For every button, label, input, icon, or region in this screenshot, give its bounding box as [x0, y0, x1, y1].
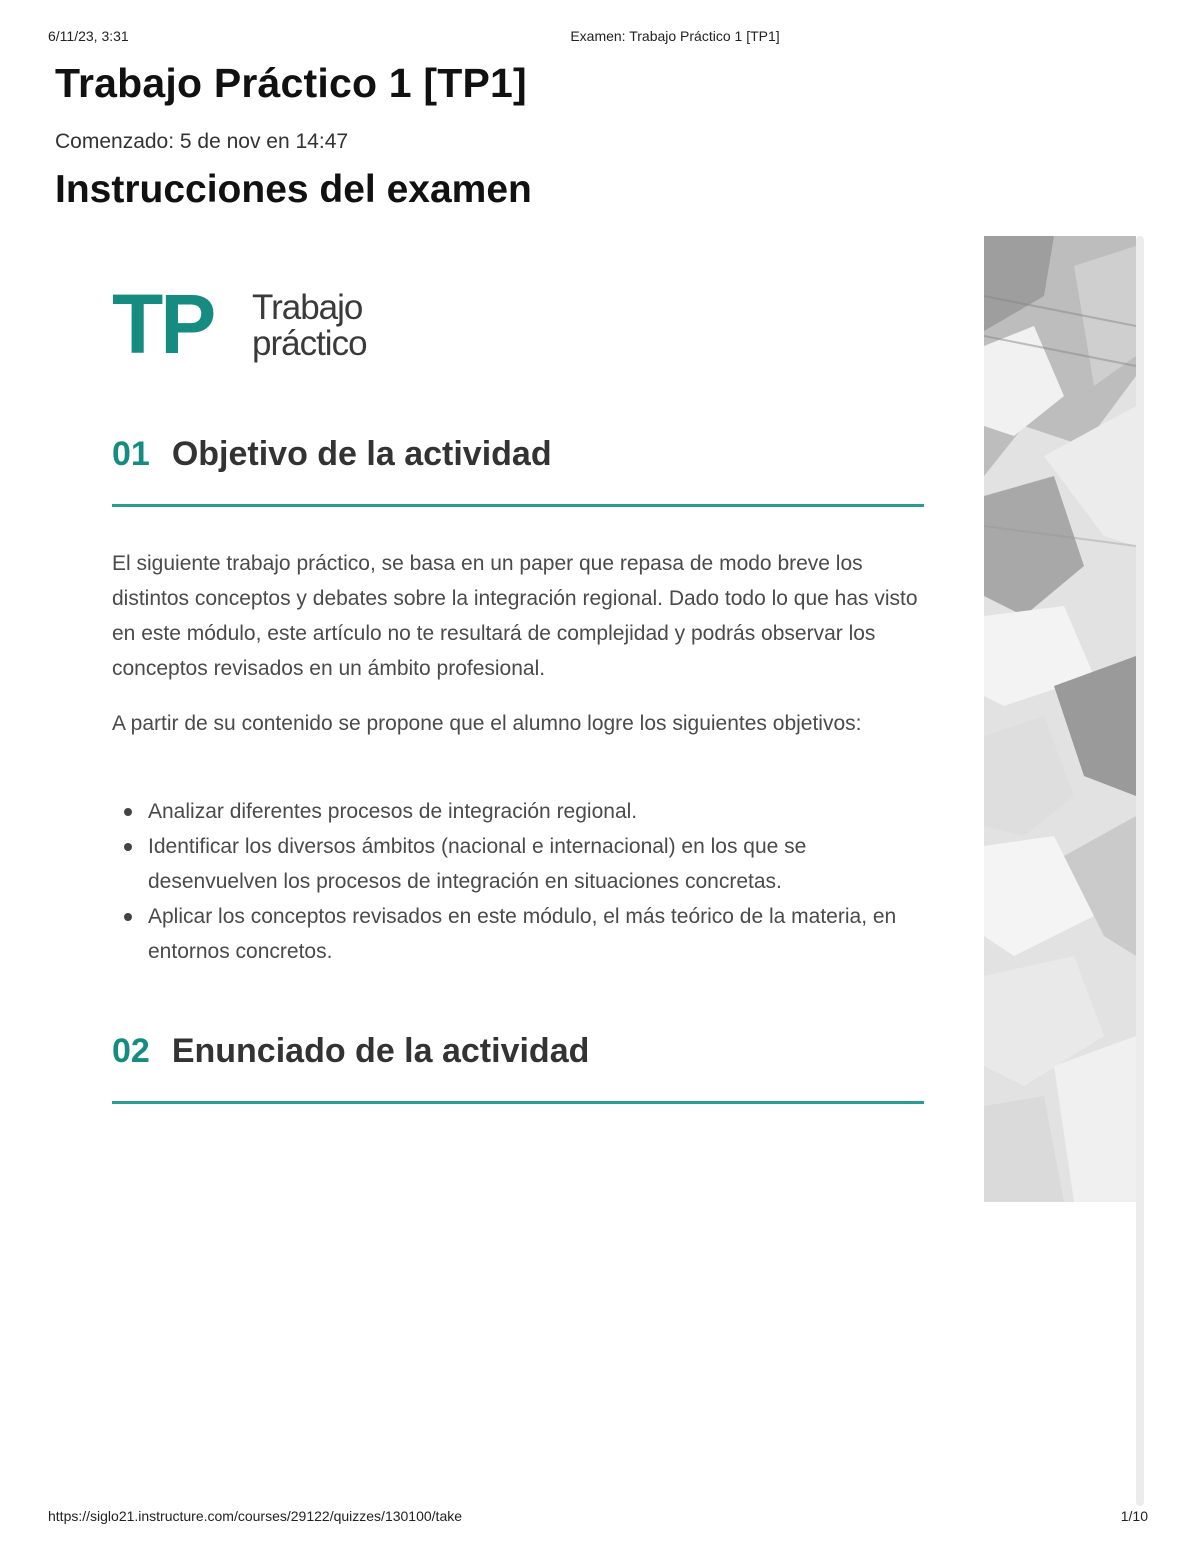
section-divider: [112, 1101, 924, 1104]
section-title: Enunciado de la actividad: [171, 1032, 590, 1070]
list-item: [112, 794, 924, 829]
started-timestamp: Comenzado: 5 de nov en 14:47: [55, 130, 349, 153]
print-page-title: Examen: Trabajo Práctico 1 [TP1]: [570, 28, 780, 44]
tp-logo-word-1: Trabajo: [252, 288, 363, 327]
tp-logo-word-2: práctico: [252, 324, 367, 363]
scroll-strip: [1136, 236, 1144, 1506]
section-number: 01: [112, 435, 150, 473]
section-heading-objective: [112, 435, 552, 474]
section-heading-statement: [112, 1032, 589, 1071]
tp-logo: [112, 277, 392, 374]
list-item-text: Identificar los diversos ámbitos (nacional e internacional) en los que se desenvuelven los procesos de integración en situaciones concretas.: [148, 835, 807, 893]
section-number: 02: [112, 1032, 150, 1070]
list-item: [112, 899, 924, 969]
tp-logo-letters: TP: [112, 277, 214, 371]
objective-paragraph-1: El siguiente trabajo práctico, se basa en un paper que repasa de modo breve los distintos conceptos y debates sobre la integración regional. Dado todo lo que has visto en este módulo, este artículo no te resultará de complejidad y podrás observar los conceptos revisados en un ámbito profesional.: [112, 552, 918, 680]
list-item: [112, 829, 924, 899]
section-title: Objetivo de la actividad: [171, 435, 552, 473]
section-divider: [112, 504, 924, 507]
objectives-list: [112, 794, 924, 969]
print-page-number: 1/10: [1120, 1508, 1148, 1524]
quiz-title: Trabajo Práctico 1 [TP1]: [55, 60, 527, 106]
objective-paragraph-2: A partir de su contenido se propone que el alumno logre los siguientes objetivos:: [112, 712, 862, 735]
print-url: https://siglo21.instructure.com/courses/29122/quizzes/130100/take: [48, 1508, 463, 1524]
bullet-icon: [124, 808, 132, 816]
print-date: 6/11/23, 3:31: [48, 28, 129, 44]
instructions-heading: Instrucciones del examen: [55, 168, 532, 211]
list-item-text: Aplicar los conceptos revisados en este módulo, el más teórico de la materia, en entornos concretos.: [148, 905, 897, 963]
bullet-icon: [124, 843, 132, 851]
bullet-icon: [124, 913, 132, 921]
list-item-text: Analizar diferentes procesos de integración regional.: [148, 800, 638, 823]
decorative-side-image: [984, 236, 1136, 1202]
